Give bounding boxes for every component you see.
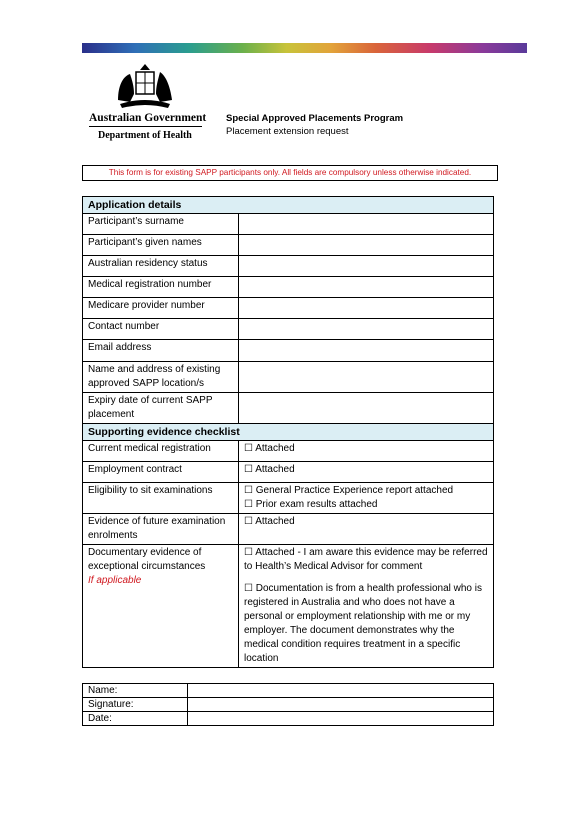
residency-status-label: Australian residency status [83,256,239,277]
registration-attached-checkbox[interactable]: ☐ Attached [239,441,494,462]
exceptional-circumstances-cell [83,545,239,668]
surname-label: Participant’s surname [83,214,239,235]
given-names-label: Participant’s given names [83,235,239,256]
registration-evidence-label: Current medical registration [83,441,239,462]
given-names-field[interactable] [239,235,494,256]
expiry-date-label: Expiry date of current SAPP placement [83,393,239,424]
contact-number-field[interactable] [239,319,494,340]
signature-table [82,683,494,726]
checklist-heading: Supporting evidence checklist [83,424,494,441]
exam-enrolment-checkbox[interactable]: ☐ Attached [239,514,494,545]
compulsory-notice: This form is for existing SAPP participants only. All fields are compulsory unless otherwise indicated. [82,165,498,181]
surname-field[interactable] [239,214,494,235]
signature-label: Signature: [83,698,188,712]
expiry-date-field[interactable] [239,393,494,424]
medical-registration-field[interactable] [239,277,494,298]
exceptional-attached-checkbox[interactable]: ☐ Attached - I am aware this evidence may be referred to Health’s Medical Advisor for comment [244,547,488,572]
divider [89,126,202,127]
residency-status-field[interactable] [239,256,494,277]
gp-experience-checkbox[interactable]: ☐ General Practice Experience report attached [244,485,454,496]
signature-field[interactable] [188,698,494,712]
employment-contract-label: Employment contract [83,462,239,483]
application-form-table [82,196,494,668]
contract-attached-checkbox[interactable]: ☐ Attached [239,462,494,483]
date-label: Date: [83,712,188,726]
date-field[interactable] [188,712,494,726]
exceptional-circumstances-label: Documentary evidence of exceptional circumstances [88,547,206,572]
medicare-provider-field[interactable] [239,298,494,319]
header-colour-band [82,43,527,53]
email-address-field[interactable] [239,340,494,362]
medical-registration-label: Medical registration number [83,277,239,298]
health-professional-checkbox[interactable]: ☐ Documentation is from a health professional who is registered in Australia and who does not have a personal or employment relationship with me or my employer. The document demonstrates why the medical condition requires treatment in a specific location [244,583,482,664]
prior-exam-checkbox[interactable]: ☐ Prior exam results attached [244,499,378,510]
application-details-heading: Application details [83,197,494,214]
exceptional-options [239,545,494,668]
contact-number-label: Contact number [83,319,239,340]
coat-of-arms-icon [110,62,180,110]
form-title: Placement extension request [226,126,349,137]
future-exam-label: Evidence of future examination enrolments [83,514,239,545]
email-address-label: Email address [83,340,239,362]
program-title: Special Approved Placements Program [226,113,404,124]
existing-location-label: Name and address of existing approved SAPP location/s [83,362,239,393]
spacer [244,574,488,582]
department-name: Department of Health [98,130,192,141]
government-name: Australian Government [89,112,207,124]
eligibility-label: Eligibility to sit examinations [83,483,239,514]
existing-location-field[interactable] [239,362,494,393]
medicare-provider-label: Medicare provider number [83,298,239,319]
eligibility-options [239,483,494,514]
name-label: Name: [83,684,188,698]
name-field[interactable] [188,684,494,698]
if-applicable-note: If applicable [88,575,142,586]
